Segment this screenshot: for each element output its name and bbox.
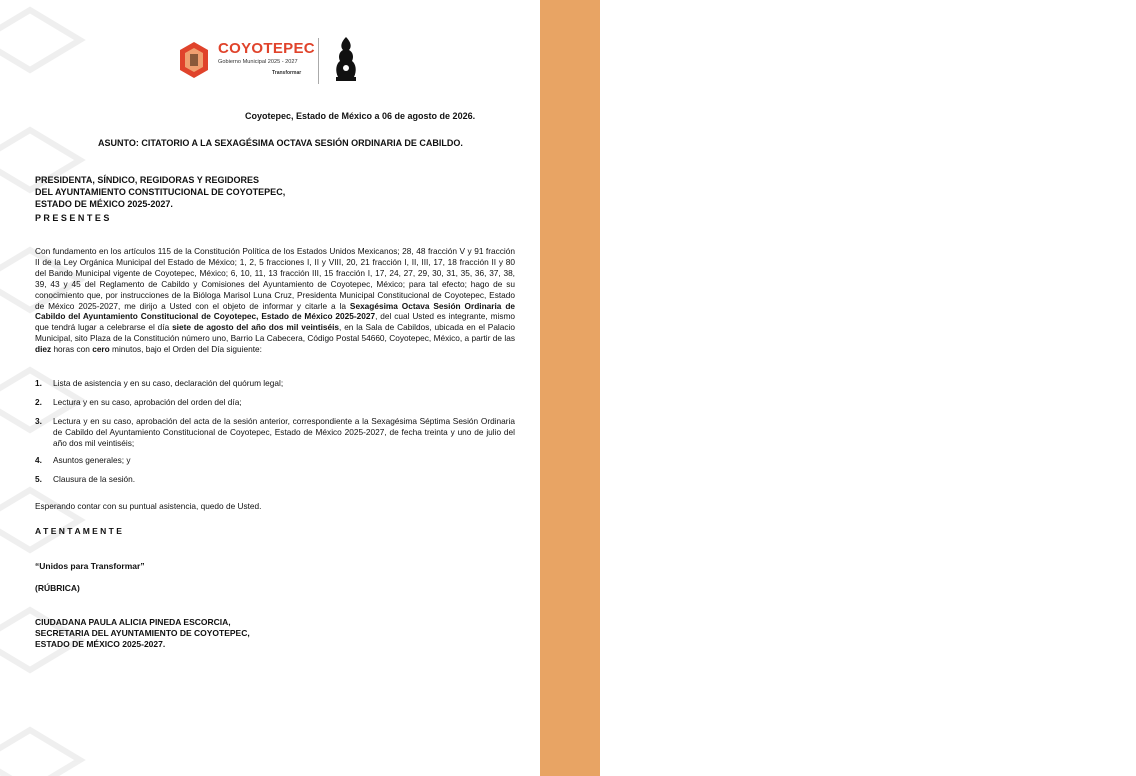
agenda-number: 4. (35, 455, 42, 465)
agenda-text: Clausura de la sesión. (53, 474, 136, 484)
rubrica: (RÚBRICA) (35, 583, 80, 593)
municipality-name: COYOTEPEC (218, 40, 315, 57)
slogan-transformar: Transformar (1114, 535, 1135, 641)
agenda-number: 5. (35, 474, 42, 484)
body-text-2: , del cual Usted es integrante, mismo que tendrá lugar a celebrarse el día (35, 311, 515, 333)
header-divider (318, 38, 319, 84)
closing-sentence: Esperando contar con su puntual asistencia, quedo de Usted. (35, 501, 262, 511)
place-date: Coyotepec, Estado de México a 06 de agosto de 2026. (245, 111, 476, 121)
header-tagline: Transformar (272, 70, 302, 76)
atentamente-heading: A T E N T A M E N T E (35, 526, 122, 536)
session-minutes: cero (92, 344, 110, 355)
citatorio-title: Citatorio (1087, 153, 1132, 323)
subject-line: ASUNTO: CITATORIO A LA SEXAGÉSIMA OCTAVA SESIÓN ORDINARIA DE CABILDO. (98, 138, 463, 148)
session-hour: diez (35, 344, 52, 355)
agenda-text: Lectura y en su caso, aprobación del orden del día; (53, 397, 242, 407)
slogan-unidos-para: Unidos para (1092, 590, 1114, 702)
presentes-heading: P R E S E N T E S (35, 213, 110, 223)
session-date: siete de agosto del año dos mil veintiséis (172, 322, 340, 333)
agenda-number: 1. (35, 378, 42, 388)
body-text-5: minutos, bajo el Orden del Día siguiente: (109, 344, 262, 355)
body-text-4: horas con (51, 344, 93, 355)
body-text-1: Con fundamento en los artículos 115 de la Constitución Política de los Estados Unidos Mexicanos; 28, 48 fracción V y 91 fracción II de la Ley Orgánica Municipal del Estado de México; 1, 2, 5 fracciones I, II y VIII, 20, 21 fracción I, II, III, 17, 18 fracción II y 80 del Bando Municipal vigente de Coyotepec, México; 6, 10, 11, 13 fracción III, 15 fracción I, 17, 24, 27, 29, 30, 31, 35, 36, 37, 38, 39, 43 y 45 del Reglamento de Cabildo y Comisiones del Ayuntamiento de Coyotepec, México; para tal efecto; hago de su conocimiento que, por instrucciones de la Bióloga Marisol Luna Cruz, Presidenta Municipal Constitucional de Coyotepec, Estado de México 2025-2027, me dirijo a Usted con el objeto de informar y citarle a la (35, 246, 515, 311)
addressee-line-1: PRESIDENTA, SÍNDICO, REGIDORAS Y REGIDORES (35, 175, 260, 185)
body-paragraph (35, 246, 515, 355)
session-name: Sexagésima Octava Sesión Ordinaria de Cabildo del Ayuntamiento Constitucional de Coyotepec, Estado de México 2025-2027 (35, 300, 515, 322)
signature-line-1: CIUDADANA PAULA ALICIA PINEDA ESCORCIA, (35, 617, 231, 627)
agenda-text: Asuntos generales; y (53, 455, 131, 465)
coyote-hill-emblem-icon (330, 34, 362, 84)
coyotepec-logo-icon (178, 40, 210, 80)
signature-line-2: SECRETARIA DEL AYUNTAMIENTO DE COYOTEPEC, (35, 628, 250, 638)
agenda-text: Lectura y en su caso, aprobación del acta de la sesión anterior, correspondiente a la Sexagésima Séptima Sesión Ordinaria de Cabildo del Ayuntamiento Constitucional de Coyotepec, Estado de México 2025-2027, de fecha treinta y uno de julio del año dos mil veintiséis; (53, 416, 515, 448)
signature-line-3: ESTADO DE MÉXICO 2025-2027. (35, 639, 166, 649)
agenda-text: Lista de asistencia y en su caso, declaración del quórum legal; (53, 378, 284, 388)
motto: “Unidos para Transformar” (35, 561, 145, 571)
agenda-number: 2. (35, 397, 42, 407)
government-period: Gobierno Municipal 2025 - 2027 (218, 59, 298, 65)
agenda-number: 3. (35, 416, 42, 426)
addressee-line-3: ESTADO DE MÉXICO 2025-2027. (35, 199, 173, 209)
body-text-3: , en la Sala de Cabildos, ubicada en el Palacio Municipal, sito Plaza de la Constitución número uno, Barrio La Cabecera, Código Postal 54660, Coyotepec, México, a partir de las (35, 322, 515, 344)
addressee-line-2: DEL AYUNTAMIENTO CONSTITUCIONAL DE COYOTEPEC, (35, 187, 286, 197)
